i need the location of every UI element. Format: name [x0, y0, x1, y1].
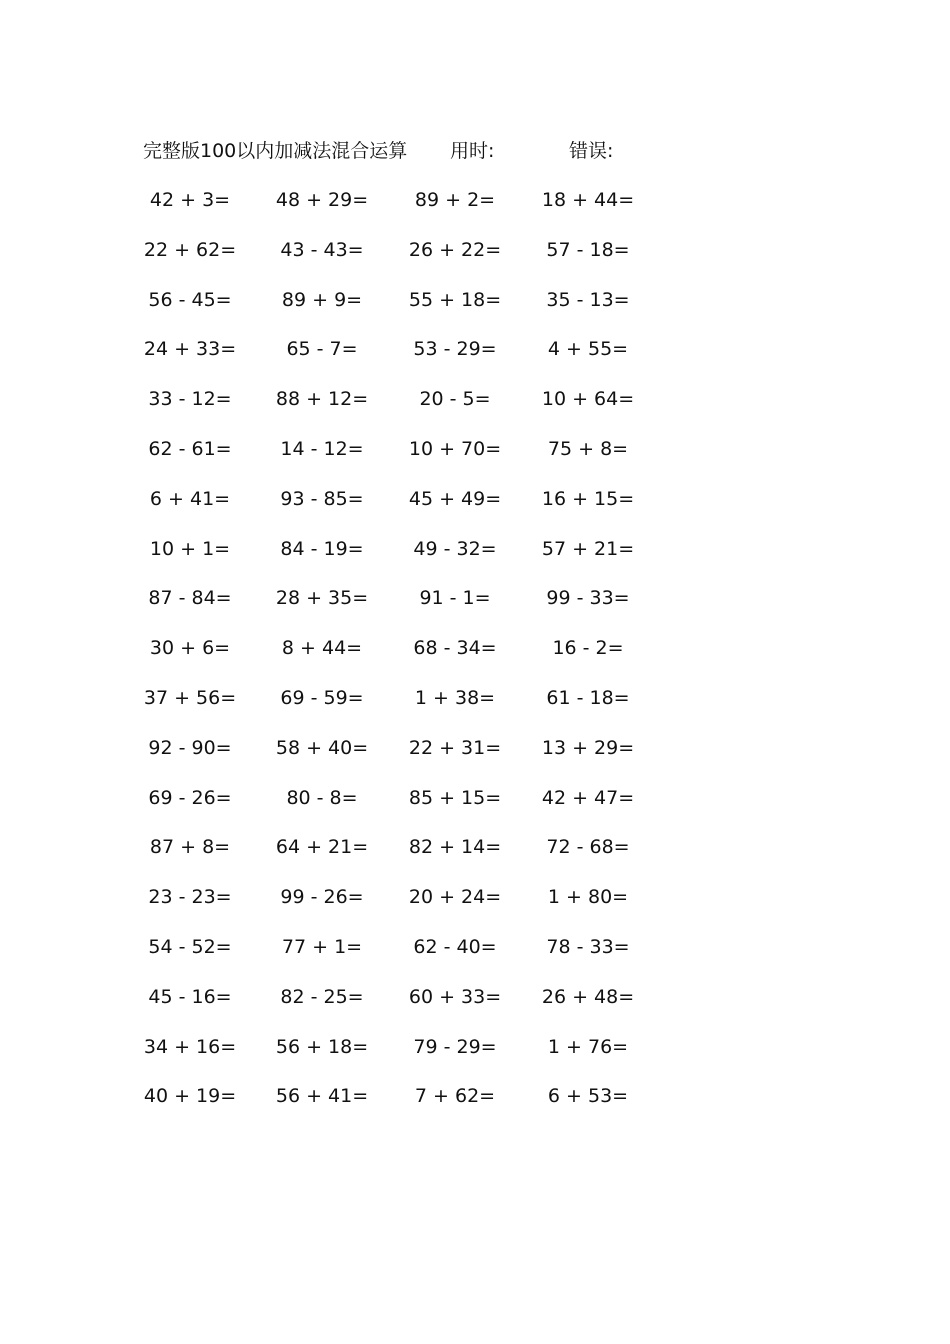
equation-row	[0, 1032, 950, 1062]
equation: 77 + 1=	[281, 936, 363, 958]
equation: 33 - 12=	[148, 388, 232, 411]
equation: 69 - 59=	[280, 687, 364, 709]
equation-row	[0, 882, 950, 912]
equation: 14 - 12=	[280, 438, 364, 460]
equation: 6 + 53=	[547, 1085, 629, 1108]
equation: 10 + 64=	[541, 388, 635, 411]
equation: 62 - 40=	[413, 936, 497, 958]
equation-row	[0, 932, 950, 962]
equation: 93 - 85=	[280, 487, 364, 510]
equation-row	[0, 982, 950, 1012]
equation-row	[0, 384, 950, 414]
equation-row	[0, 434, 950, 464]
equation: 99 - 33=	[546, 587, 630, 610]
equation: 13 + 29=	[541, 736, 635, 759]
equation: 68 - 34=	[413, 637, 497, 660]
equation: 34 + 16=	[143, 1035, 237, 1058]
equation: 22 + 62=	[143, 238, 237, 261]
equation-row	[0, 683, 950, 713]
worksheet-title: 完整版100以内加减法混合运算	[143, 140, 408, 162]
equation: 48 + 29=	[275, 189, 369, 211]
equation: 18 + 44=	[541, 189, 635, 211]
equation-row	[0, 783, 950, 813]
equation: 79 - 29=	[413, 1035, 497, 1058]
equation-row	[0, 285, 950, 315]
equation: 56 + 41=	[275, 1085, 369, 1108]
equation: 78 - 33=	[546, 936, 630, 958]
equation: 24 + 33=	[143, 338, 237, 361]
errors-label: 错误:	[569, 140, 614, 162]
equation-row	[0, 235, 950, 265]
equation: 49 - 32=	[413, 537, 497, 560]
equation: 20 - 5=	[419, 388, 491, 411]
equation: 56 + 18=	[275, 1035, 369, 1058]
equation: 42 + 3=	[149, 189, 231, 211]
equation: 91 - 1=	[419, 587, 491, 610]
equation: 7 + 62=	[414, 1085, 496, 1108]
equation: 10 + 70=	[408, 438, 502, 460]
equation: 45 - 16=	[148, 985, 232, 1008]
equation: 37 + 56=	[143, 687, 237, 709]
equation: 22 + 31=	[408, 736, 502, 759]
equation: 87 - 84=	[148, 587, 232, 610]
equation: 64 + 21=	[275, 836, 369, 859]
equation: 35 - 13=	[546, 288, 630, 311]
equation: 1 + 80=	[547, 886, 629, 909]
equation-row	[0, 733, 950, 763]
equation: 72 - 68=	[546, 836, 630, 859]
equation: 4 + 55=	[547, 338, 629, 361]
equation: 40 + 19=	[143, 1085, 237, 1108]
equation: 92 - 90=	[148, 736, 232, 759]
equation: 60 + 33=	[408, 985, 502, 1008]
equation: 82 - 25=	[280, 985, 364, 1008]
equation-row	[0, 633, 950, 663]
equation: 58 + 40=	[275, 736, 369, 759]
equation: 53 - 29=	[413, 338, 497, 361]
equation: 16 + 15=	[541, 487, 635, 510]
equation-row	[0, 1081, 950, 1111]
equation: 43 - 43=	[280, 238, 364, 261]
equation: 56 - 45=	[148, 288, 232, 311]
equation: 89 + 2=	[414, 189, 496, 211]
time-label: 用时:	[450, 140, 495, 162]
equation: 45 + 49=	[408, 487, 502, 510]
equation: 87 + 8=	[149, 836, 231, 859]
equation: 57 + 21=	[541, 537, 635, 560]
equation: 82 + 14=	[408, 836, 502, 859]
equation-row	[0, 185, 950, 215]
equation: 20 + 24=	[408, 886, 502, 909]
equation: 80 - 8=	[286, 786, 358, 809]
equation: 62 - 61=	[148, 438, 232, 460]
equation: 89 + 9=	[281, 288, 363, 311]
equation-row	[0, 334, 950, 364]
equation: 28 + 35=	[275, 587, 369, 610]
equation: 57 - 18=	[546, 238, 630, 261]
equation: 10 + 1=	[149, 537, 231, 560]
equation: 42 + 47=	[541, 786, 635, 809]
equation: 26 + 48=	[541, 985, 635, 1008]
equation: 85 + 15=	[408, 786, 502, 809]
equation: 69 - 26=	[148, 786, 232, 809]
equation: 1 + 38=	[414, 687, 496, 709]
equation-row	[0, 583, 950, 613]
equation: 55 + 18=	[408, 288, 502, 311]
equation: 8 + 44=	[281, 637, 363, 660]
equation: 23 - 23=	[148, 886, 232, 909]
equation: 54 - 52=	[148, 936, 232, 958]
equation-row	[0, 832, 950, 862]
equation: 1 + 76=	[547, 1035, 629, 1058]
equation-row	[0, 484, 950, 514]
equation: 61 - 18=	[546, 687, 630, 709]
equation: 30 + 6=	[149, 637, 231, 660]
equation-row	[0, 534, 950, 564]
equation: 65 - 7=	[286, 338, 358, 361]
equation: 16 - 2=	[552, 637, 624, 660]
equation: 88 + 12=	[275, 388, 369, 411]
equation: 26 + 22=	[408, 238, 502, 261]
equation: 84 - 19=	[280, 537, 364, 560]
equation: 6 + 41=	[149, 487, 231, 510]
equation: 99 - 26=	[280, 886, 364, 909]
equation: 75 + 8=	[547, 438, 629, 460]
